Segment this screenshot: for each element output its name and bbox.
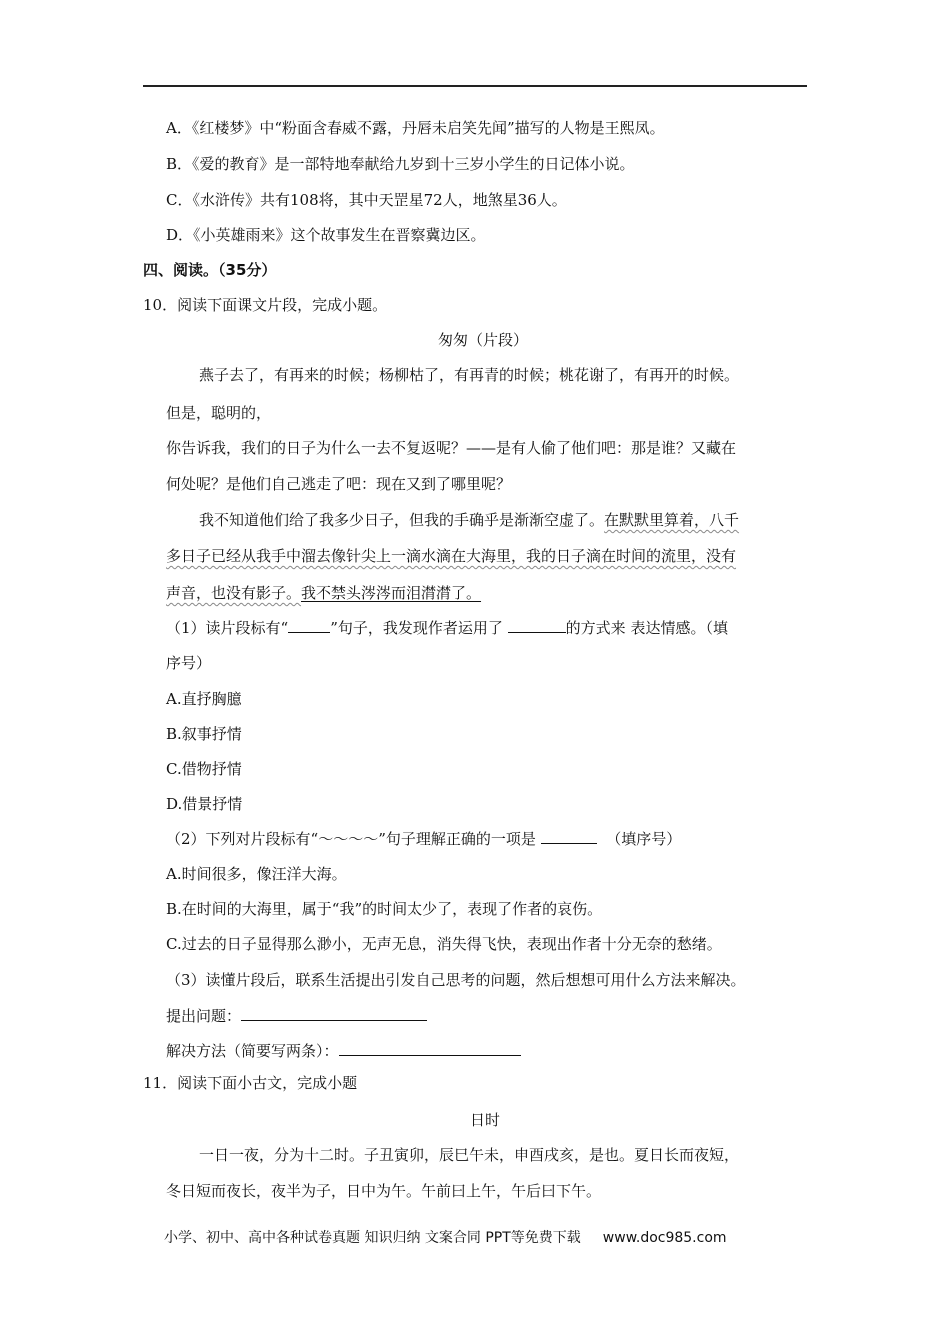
answer-blank[interactable] <box>508 618 566 633</box>
wavy-underlined-text: 在默默里算着，八千 <box>604 511 740 529</box>
sub1-option: A.直抒胸臆 <box>166 690 242 708</box>
q10-passage-title: 匆匆（片段） <box>438 331 529 349</box>
section-heading: 四、阅读。（35分） <box>143 261 277 279</box>
sub1-option: B.叙事抒情 <box>166 725 242 743</box>
q10-passage-line: 燕子去了，有再来的时候；杨柳枯了，有再青的时候；桃花谢了，有再开的时候。 <box>199 366 740 384</box>
q10-passage-line: 何处呢？是他们自己逃走了吧：现在又到了哪里呢？ <box>166 475 512 493</box>
q10-passage-line: 你告诉我，我们的日子为什么一去不复返呢？——是有人偷了他们吧：那是谁？又藏在 <box>166 439 737 457</box>
sub1-text: （1）读片段标有“ <box>166 619 289 637</box>
q10-sub3-question <box>166 1006 427 1026</box>
answer-blank[interactable] <box>288 618 330 633</box>
sub2-text: （填序号） <box>606 830 682 848</box>
q11-passage-line: 一日一夜，分为十二时。子丑寅卯，辰巳午未，申酉戌亥，是也。夏日长而夜短， <box>199 1146 740 1164</box>
sub1-text: 的方式来 表达情感。（填 <box>565 619 728 637</box>
q10-sub1-cont: 序号） <box>166 654 212 672</box>
wavy-underlined-text: 多日子已经从我手中溜去像针尖上一滴水滴在大海里，我的日子滴在时间的流里，没有 <box>166 547 737 565</box>
question-answer-line[interactable] <box>241 1006 427 1021</box>
method-answer-line[interactable] <box>339 1041 521 1056</box>
sub2-option: C.过去的日子显得那么渺小，无声无息，消失得飞快，表现出作者十分无奈的愁绪。 <box>166 935 722 953</box>
sub1-text: ”句子，我发现作者运用了 <box>330 619 503 637</box>
q10-passage-line <box>166 546 736 566</box>
q10-sub3-method <box>166 1041 521 1061</box>
sub1-option: D.借景抒情 <box>166 795 243 813</box>
option-b: B．《爱的教育》是一部特地奉献给九岁到十三岁小学生的日记体小说。 <box>166 155 635 173</box>
answer-blank[interactable] <box>541 829 597 844</box>
q11-passage-title: 日时 <box>470 1111 501 1129</box>
plain-text: 我不知道他们给了我多少日子，但我的手确乎是渐渐空虚了。 <box>199 511 605 529</box>
q10-passage-line <box>166 583 481 603</box>
question-label: 提出问题： <box>166 1007 242 1025</box>
option-c: C．《水浒传》共有108将，其中天罡星72人，地煞星36人。 <box>166 191 567 209</box>
q10-sub2 <box>166 829 681 849</box>
option-d: D．《小英雄雨来》这个故事发生在晋察冀边区。 <box>166 226 486 244</box>
q10-passage-line <box>199 510 739 530</box>
sub1-option: C.借物抒情 <box>166 760 242 778</box>
footer <box>164 1228 727 1248</box>
option-a: A．《红楼梦》中“粉面含春威不露，丹唇未启笑先闻”描写的人物是王熙凤。 <box>166 119 665 137</box>
method-label: 解决方法（简要写两条）： <box>166 1042 339 1060</box>
q10-intro: 10．阅读下面课文片段，完成小题。 <box>143 296 388 314</box>
q10-sub3: （3）读懂片段后，联系生活提出引发自己思考的问题，然后想想可用什么方法来解决。 <box>166 971 746 989</box>
sub2-option: A.时间很多，像汪洋大海。 <box>166 865 347 883</box>
q11-passage-line: 冬日短而夜长，夜半为子，日中为午。午前曰上午，午后曰下午。 <box>166 1182 602 1200</box>
header-rule <box>143 85 807 87</box>
sub2-text: （2）下列对片段标有“～～～～”句子理解正确的一项是 <box>166 830 536 848</box>
footer-text: 小学、初中、高中各种试卷真题 知识归纳 文案合同 PPT等免费下载 <box>164 1230 581 1246</box>
sub2-option: B.在时间的大海里，属于“我”的时间太少了，表现了作者的哀伤。 <box>166 900 603 918</box>
underlined-text: 我不禁头涔涔而泪潸潸了。 <box>301 584 482 602</box>
wavy-underlined-text: 声音，也没有影子。 <box>166 584 302 602</box>
q11-intro: 11．阅读下面小古文，完成小题 <box>143 1074 358 1092</box>
footer-url[interactable]: www.doc985.com <box>602 1230 727 1246</box>
q10-sub1 <box>166 618 728 638</box>
q10-passage-line: 但是，聪明的， <box>166 404 272 422</box>
